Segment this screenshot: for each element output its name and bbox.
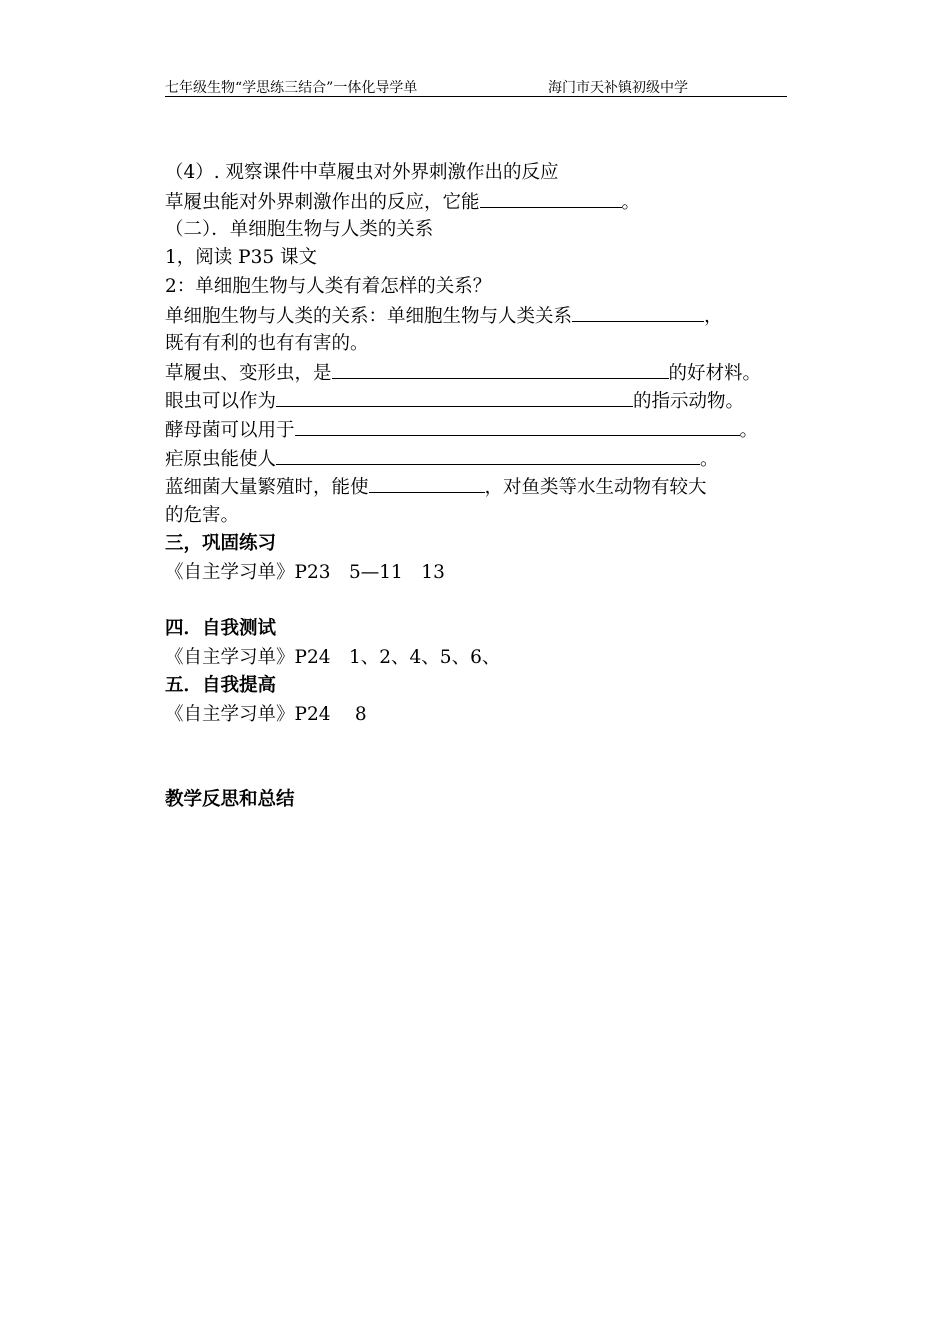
section-5-heading: 五．自我提高: [165, 675, 277, 696]
section-3-heading: 三，巩固练习: [165, 533, 277, 554]
answer-blank[interactable]: [276, 388, 633, 407]
step-1-reading: 1，阅读 P35 课文: [165, 247, 318, 268]
euglena-line: 眼虫可以作为 的指示动物。: [165, 388, 744, 415]
answer-blank[interactable]: [295, 417, 740, 436]
page-header: [165, 76, 787, 97]
section-4-heading: 四．自我测试: [165, 618, 277, 639]
header-school-name: 海门市天补镇初级中学: [548, 80, 688, 96]
cyanobacteria-line-continued: 的危害。: [165, 505, 240, 526]
observation-heading: （4）. 观察课件中草履虫对外界刺激作出的反应: [165, 162, 559, 183]
step-2-question: 2：单细胞生物与人类有着怎样的关系？: [165, 276, 492, 297]
relationship-line: 单细胞生物与人类的关系：单细胞生物与人类关系 ，: [165, 303, 723, 330]
paramecium-amoeba-line: 草履虫、变形虫，是 的好材料。: [165, 360, 761, 387]
section-2-heading: （二）．单细胞生物与人类的关系: [165, 219, 434, 240]
yeast-line: 酵母菌可以用于 。: [165, 417, 758, 444]
plasmodium-line: 疟原虫能使人 。: [165, 446, 719, 473]
answer-blank[interactable]: [276, 446, 700, 465]
answer-blank[interactable]: [369, 474, 485, 493]
section-5-reference: 《自主学习单》P24 8: [165, 704, 367, 725]
paramecium-response-line: 草履虫能对外界刺激作出的反应，它能 。: [165, 189, 640, 216]
answer-blank[interactable]: [332, 360, 669, 379]
section-3-reference: 《自主学习单》P23 5—11 13: [165, 562, 445, 583]
relationship-line-continued: 既有有利的也有有害的。: [165, 333, 369, 354]
section-4-reference: 《自主学习单》P24 1、2、4、5、6、: [165, 647, 501, 668]
answer-blank[interactable]: [480, 189, 622, 208]
cyanobacteria-line: 蓝细菌大量繁殖时，能使 ，对鱼类等水生动物有较大: [165, 474, 707, 501]
header-course-title: 七年级生物“学思练三结合”一体化导学单: [165, 80, 418, 96]
answer-blank[interactable]: [572, 303, 704, 322]
reflection-heading: 教学反思和总结: [165, 789, 295, 810]
